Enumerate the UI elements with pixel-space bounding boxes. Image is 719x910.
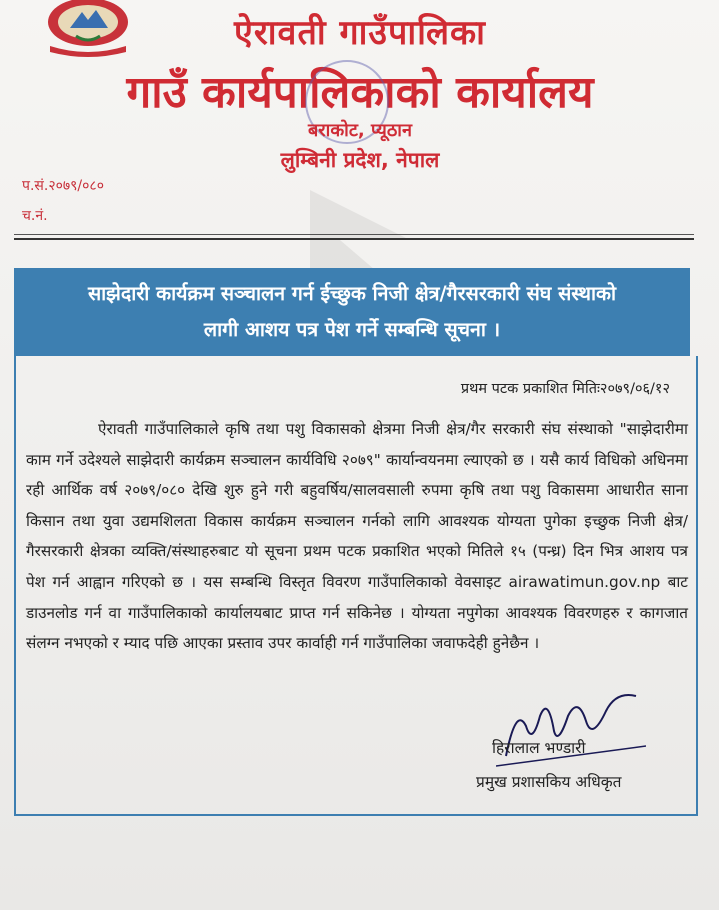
municipality-name: ऐरावती गाउँपालिका <box>234 13 486 53</box>
notice-body: ऐरावती गाउँपालिकाले कृषि तथा पशु विकासको क्षेत्रमा निजी क्षेत्र/गैर सरकारी संघ संस्थाको "साझेदारीमा काम गर्ने उदेश्यले साझेदारी कार्यक्रम सञ्चालन कार्यविधि २०७९" कार्यान्वयनमा ल्याएको छ । यसै कार्य विधिको अधिनमा रही आर्थिक वर्ष २०७९/०८० देखि शुरु हुने गरी बहुवर्षिय/सालवसाली रुपमा कृषि तथा पशु विकासमा आधारीत साना किसान तथा युवा उद्यमशिलता विकास कार्यक्रम सञ्चालन गर्नको लागि आवश्यक योग्यता पुगेका इच्छुक निजी क्षेत्र/गैरसरकारी क्षेत्रका व्यक्ति/संस्थाहरुबाट यो सूचना प्रथम पटक प्रकाशित भएको मितिले १५ (पन्ध्र) दिन भित्र आशय पत्र पेश गर्न आह्वान गरिएको छ । यस सम्बन्धि विस्तृत विवरण गाउँपालिकाको वेवसाइट airawatimun.gov.np बाट डाउनलोड गर्न वा गाउँपालिकाको कार्यालयबाट प्राप्त गर्न सकिनेछ । योग्यता नपुगेका आवश्यक विवरणहरु र कागजात संलग्न नभएको र म्याद पछि आएका प्रस्ताव उपर कार्वाही गर्न गाउँपालिका जवाफदेही हुनेछैन । <box>26 420 688 653</box>
published-date: प्रथम पटक प्रकाशित मितिः२०७९/०६/१२ <box>460 381 670 397</box>
office-province: लुम्बिनी प्रदेश, नेपाल <box>280 148 440 172</box>
office-address: बराकोट, प्यूठान <box>308 120 412 141</box>
signatory-name: हिरालाल भण्डारी <box>492 739 586 757</box>
notice-body-box <box>14 356 698 816</box>
notice-title-banner <box>14 268 690 356</box>
reference-number: प.सं.२०७९/०८० <box>22 178 104 194</box>
notice-title-line-2: लागी आशय पत्र पेश गर्ने सम्बन्धि सूचना । <box>203 318 501 341</box>
dispatch-number: च.नं. <box>22 208 48 224</box>
signature-icon <box>496 686 646 776</box>
notice-title-line-1: साझेदारी कार्यक्रम सञ्चालन गर्न ईच्छुक निजी क्षेत्र/गैरसरकारी संघ संस्थाको <box>87 282 617 305</box>
signatory-title: प्रमुख प्रशासकिय अधिकृत <box>476 773 622 791</box>
nepal-government-emblem-icon <box>42 0 134 58</box>
notice-body-text <box>26 414 688 659</box>
office-name: गाउँ कार्यपालिकाको कार्यालय <box>126 67 594 118</box>
